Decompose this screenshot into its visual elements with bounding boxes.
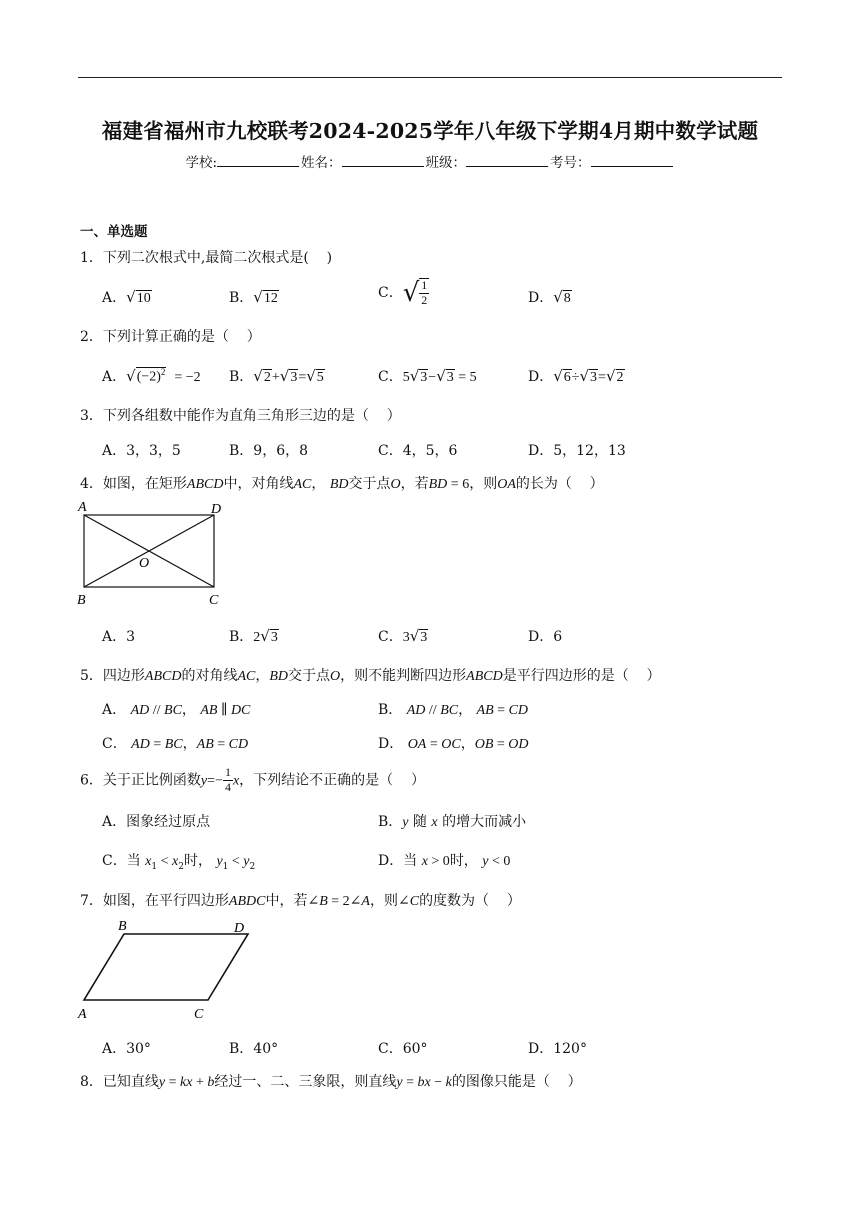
q6-option-b: B．y 随 x 的增大而减小 [378, 814, 527, 830]
question-6: 6．关于正比例函数y=− $\frac{1}{4}$ x，下列结论不正确的是（ ） [80, 765, 425, 794]
info-class-label: 班级： [425, 155, 467, 171]
label-b: B [118, 919, 127, 934]
section-heading: 一、单选题 [80, 224, 148, 240]
info-school-label: 学校: [185, 155, 218, 171]
question-4: 4．如图，在矩形ABCD中，对角线AC， BD交于点O，若BD = 6，则OA的长为（ ） [80, 476, 604, 492]
student-info-line [0, 151, 860, 171]
name-blank [342, 154, 424, 167]
label-o: O [139, 556, 150, 571]
q7-option-b: B．40° [229, 1041, 279, 1057]
question-7: 7．如图，在平行四边形ABDC中，若∠B = 2∠A，则∠C的度数为（ ） [80, 893, 521, 909]
school-blank [217, 154, 299, 167]
info-name-label: 姓名： [301, 155, 342, 171]
q4-option-a: A．3 [102, 629, 136, 645]
label-b: B [77, 593, 86, 608]
page-title: 福建省福州市九校联考2024-2025学年八年级下学期4月期中数学试题 [101, 119, 759, 143]
label-c: C [209, 593, 219, 608]
label-a: A [78, 1007, 87, 1022]
q4-option-d: D．6 [528, 629, 563, 645]
rectangle-figure [72, 497, 232, 612]
label-a: A [78, 500, 87, 515]
q1-option-b: B．√12 [229, 288, 278, 306]
q7-option-d: D．120° [528, 1041, 587, 1057]
q3-option-d: D．5，12，13 [528, 443, 626, 459]
label-d: D [234, 921, 245, 936]
q1-option-d: D．√8 [528, 288, 571, 306]
question-2: 2．下列计算正确的是（ ） [80, 329, 261, 345]
q6-option-a: A．图象经过原点 [102, 814, 211, 830]
q7-option-c: C．60° [378, 1041, 428, 1057]
q3-option-c: C．4，5，6 [378, 443, 458, 459]
q5-option-d: D． OA = OC，OB = OD [378, 736, 529, 752]
q2-option-a: A．$√(-2)^2 = -2$ [102, 367, 201, 385]
q2-option-b: B．√2+√3=√5 [229, 367, 324, 385]
q7-option-a: A．30° [102, 1041, 151, 1057]
q5-option-c: C． AD = BC，AB = CD [102, 736, 249, 752]
header-rule [78, 77, 782, 78]
q1-option-a: A．√10 [102, 288, 151, 306]
q6-option-d: D．当 x > 0时， y < 0 [378, 853, 511, 869]
question-8: 8．已知直线y = kx + b经过一、二、三象限，则直线y = bx − k的图像只能是（ ） [80, 1074, 582, 1090]
q2-option-c: C．5√3−√3 = 5 [378, 367, 477, 385]
parallelogram-figure [72, 914, 272, 1026]
q4-option-c: C．3√3 [378, 627, 428, 645]
question-3: 3．下列各组数中能作为直角三角形三边的是（ ） [80, 408, 401, 424]
q3-option-a: A．3，3，5 [102, 443, 181, 459]
label-d: D [211, 502, 222, 517]
q4-option-b: B．2√3 [229, 627, 278, 645]
label-c: C [194, 1007, 204, 1022]
q1-option-c: C．√ $\frac{1}{2}$ [378, 278, 428, 308]
q3-option-b: B．9，6，8 [229, 443, 309, 459]
id-blank [591, 154, 673, 167]
question-5: 5．四边形ABCD的对角线AC，BD交于点O，则不能判断四边形ABCD是平行四边形的是（ ） [80, 668, 661, 684]
class-blank [466, 154, 548, 167]
question-1: 1．下列二次根式中,最简二次根式是( ) [80, 250, 333, 266]
q5-option-a: A． AD // BC， AB ∥ DC [102, 702, 251, 718]
info-id-label: 考号： [550, 155, 591, 171]
q5-option-b: B． AD // BC， AB = CD [378, 702, 529, 718]
q2-option-d: D．√6÷√3=√2 [528, 367, 624, 385]
q6-option-c: C．当 $x_1 < x_2$时， $y_1 < y_2$ [102, 853, 256, 872]
